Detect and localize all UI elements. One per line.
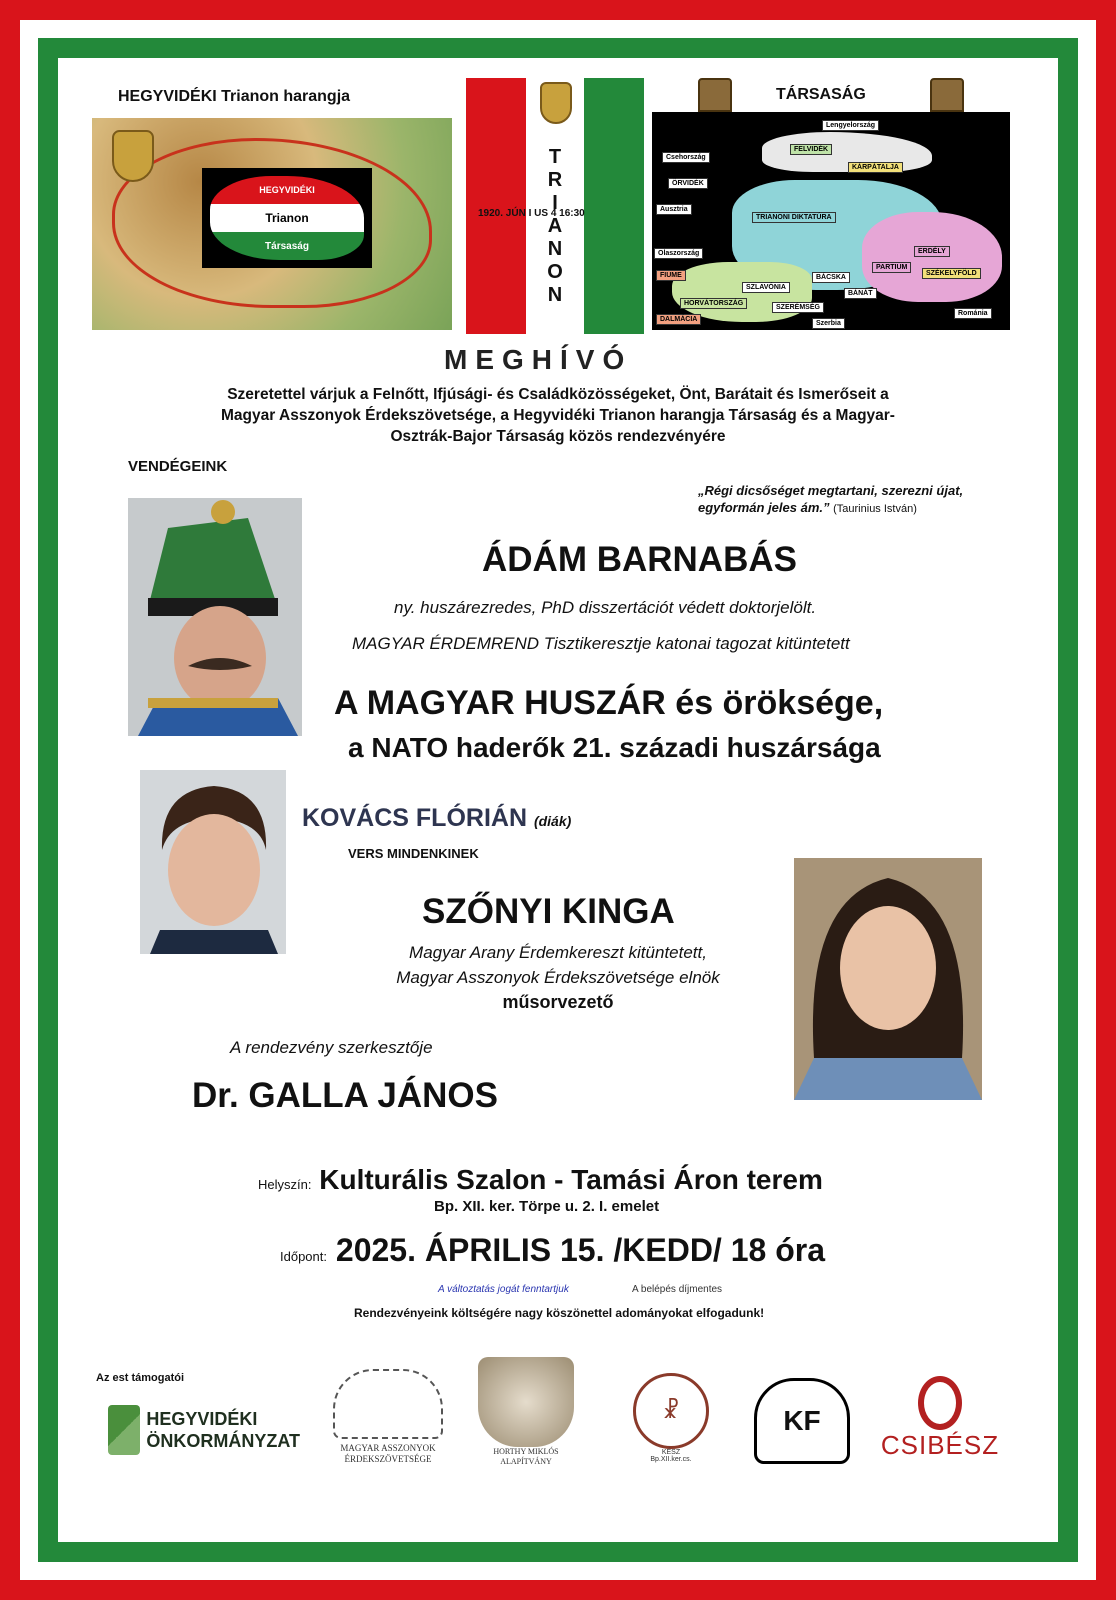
szonyi-kinga-name: SZŐNYI KINGA (422, 892, 675, 931)
topic-line-2: a NATO haderők 21. századi huszársága (348, 732, 881, 763)
sponsor-hegyvideki-onkormanyzat: HEGYVIDÉKI ÖNKORMÁNYZAT (108, 1400, 300, 1460)
kovacs-role: VERS MINDENKINEK (348, 846, 479, 861)
venue-name: Kulturális Szalon - Tamási Áron terem (319, 1164, 823, 1195)
adam-award-line: MAGYAR ÉRDEMREND Tisztikeresztje katonai tagozat kitüntetett (352, 634, 850, 653)
quote (698, 482, 1028, 518)
change-note: A változtatás jogát fenntartjuk (438, 1284, 569, 1295)
logo-line1: HEGYVIDÉKI (210, 176, 364, 204)
castle-tower-icon (930, 78, 964, 112)
trianon-flag (466, 78, 644, 334)
szonyi-role: műsorvezető (502, 992, 614, 1012)
greater-hungary-map (92, 118, 452, 330)
photo-szonyi-kinga (794, 858, 982, 1100)
quote-text: „Régi dicsőséget megtartani, szerezni újat, egyformán jeles ám.” (698, 483, 964, 515)
trianon-vertical-text: T R I A N O N (547, 146, 563, 306)
sponsor-csibesz: CSIBÉSZ (870, 1368, 1010, 1468)
trianon-society-logo (202, 168, 372, 268)
chi-rho-seal-icon: ☧ (633, 1373, 709, 1449)
coat-of-arms-icon (112, 130, 154, 182)
szonyi-line1: Magyar Arany Érdemkereszt kitüntetett, (409, 943, 707, 962)
sponsor-kesz: ☧ KÉSZ Bp.XII.ker.cs. (632, 1370, 710, 1466)
crown-crest-icon (540, 82, 572, 124)
adam-title-line: ny. huszárezredes, PhD disszertációt védett doktorjelölt. (394, 598, 817, 617)
kovacs-tag: (diák) (533, 813, 572, 829)
sponsor-magyar-asszonyok: MAGYAR ASSZONYOK ÉRDEKSZÖVETSÉGE (320, 1364, 456, 1470)
event-time (280, 1232, 825, 1269)
invitation-title: MEGHÍVÓ (444, 344, 633, 375)
szonyi-description (338, 940, 778, 1015)
hill-logo-icon (108, 1405, 140, 1455)
editor-label: A rendezvény szerkesztője (230, 1038, 433, 1057)
photo-kovacs-florian (140, 770, 286, 954)
editor-name: Dr. GALLA JÁNOS (192, 1076, 498, 1115)
venue-label: Helyszín: (258, 1177, 312, 1192)
guests-label: VENDÉGEINK (128, 458, 228, 475)
header-right-title: TÁRSASÁG (776, 86, 866, 103)
adam-barnabas-name: ÁDÁM BARNABÁS (482, 540, 797, 579)
photo-adam-barnabas (128, 498, 302, 736)
sponsor-kf (746, 1376, 858, 1466)
castle-tower-icon (698, 78, 732, 112)
time-label: Időpont: (280, 1249, 327, 1264)
logo-line3: Társaság (210, 232, 364, 260)
venue (258, 1164, 823, 1196)
venue-address: Bp. XII. ker. Törpe u. 2. I. emelet (434, 1198, 660, 1215)
sponsor-horthy-alapitvany: HORTHY MIKLÓS ALAPÍTVÁNY (476, 1354, 576, 1470)
folk-ornament-icon (333, 1369, 443, 1439)
quote-author: (Taurinius István) (833, 503, 917, 515)
header-left-title: HEGYVIDÉKI Trianon harangja (118, 88, 351, 105)
logo-line2: Trianon (210, 204, 364, 232)
sponsors-title: Az est támogatói (96, 1372, 185, 1384)
szonyi-line2: Magyar Asszonyok Érdekszövetsége elnök (396, 968, 720, 987)
trianon-dictate-map: Lengyelország Csehország FELVIDÉK KÁRPÁTALJA ÖRVIDÉK Ausztria TRIANONI DIKTATÚRA PARTIUM ERDÉLY SZÉKELYFÖLD BÁCSKA BÁNÁT SZLAVÓNIA HORVÁTORSZÁG SZERÉMSÉG DALMÁCIA FIUME Olaszország Szerbia Románia (652, 112, 1010, 330)
emblem-icon (478, 1357, 574, 1447)
kf-monogram-icon: KF (754, 1378, 850, 1464)
intro-text: Szeretettel várjuk a Felnőtt, Ifjúsági- és Családközösségeket, Önt, Barátait és Ismerőseit a Magyar Asszonyok Érdekszövetsége, a Hegyvidéki Trianon harangja Társaság és a Magyar-Osztrák-Bajor Társaság közös rendezvényére (221, 386, 895, 445)
donation-note: Rendezvényeink költségére nagy köszönettel adományokat elfogadunk! (354, 1306, 765, 1320)
topic-line-1: A MAGYAR HUSZÁR és öröksége, (334, 684, 884, 722)
csibesz-figure-icon (918, 1376, 962, 1430)
time-value: 2025. ÁPRILIS 15. /KEDD/ 18 óra (335, 1232, 825, 1268)
entry-note: A belépés díjmentes (632, 1284, 723, 1295)
invitation-poster (58, 58, 1058, 1542)
kovacs-florian-name: KOVÁCS FLÓRIÁN (diák) (302, 804, 572, 832)
trianon-date: 1920. JÚN I US 4 16:30 (478, 208, 585, 219)
